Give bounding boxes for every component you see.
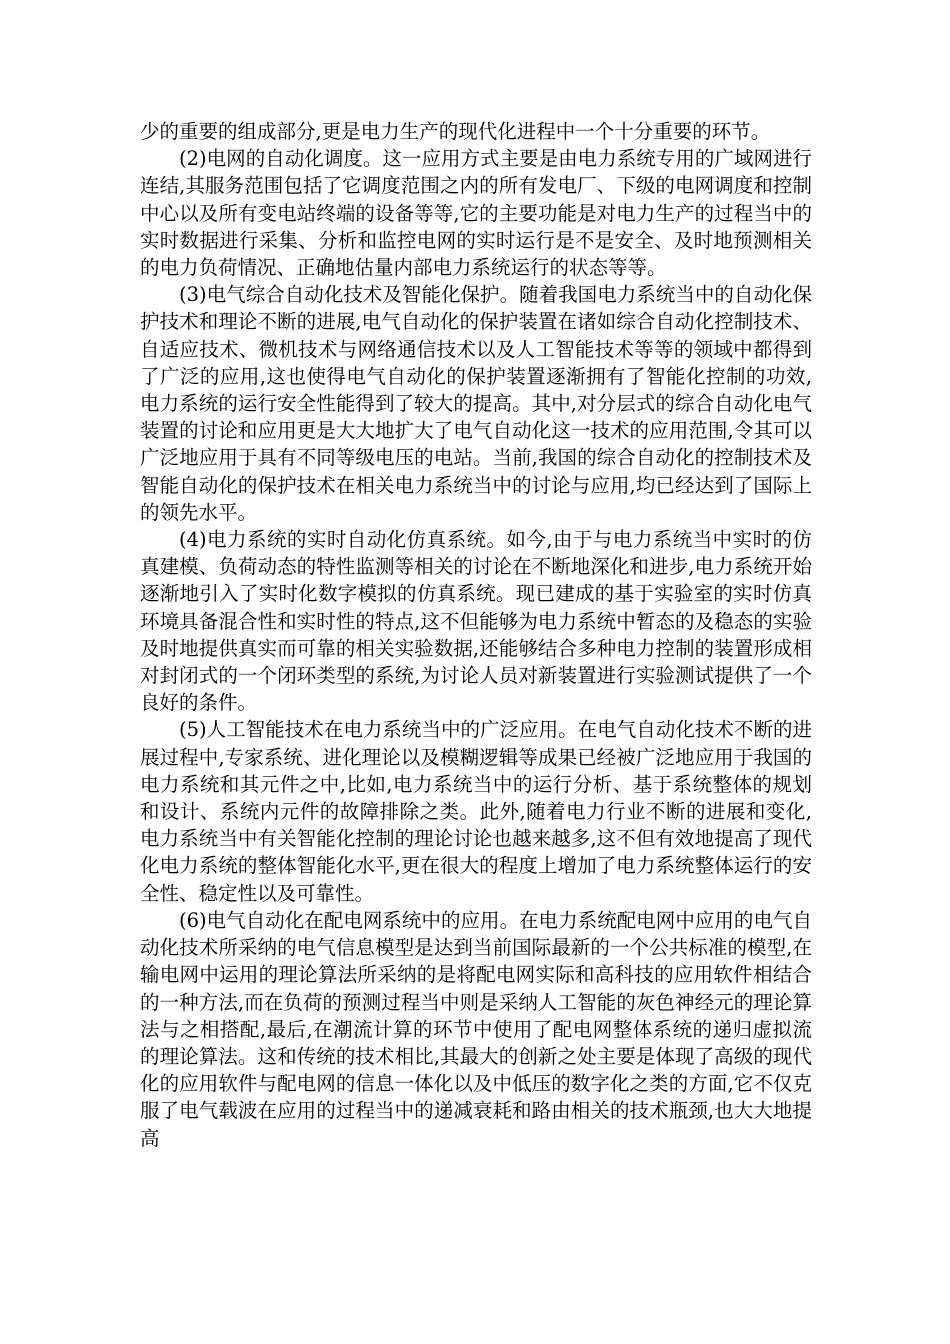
paragraph-integrated-protection: (3)电气综合自动化技术及智能化保护。随着我国电力系统当中的自动化保护技术和理论不断的进展,电气自动化的保护装置在诸如综合自动化控制技术、自适应技术、微机技术与网络通信技术以及人工智能技术等等的领域中都得到了广泛的应用,这也使得电气自动化的保护装置逐渐拥有了智能化控制的功效,电力系统的运行安全性能得到了较大的提高。其中,对分层式的综合自动化电气装置的讨论和应用更是大大地扩大了电气自动化这一技术的应用范围,令其可以广泛地应用于具有不同等级电压的电站。当前,我国的综合自动化的控制技术及智能自动化的保护技术在相关电力系统当中的讨论与应用,均已经达到了国际上的领先水平。 [140,283,812,524]
paragraph-grid-dispatch: (2)电网的自动化调度。这一应用方式主要是由电力系统专用的广域网进行连结,其服务范围包括了它调度范围之内的所有发电厂、下级的电网调度和控制中心以及所有变电站终端的设备等等,它的主要功能是对电力生产的过程当中的实时数据进行采集、分析和监控电网的实时运行是不是安全、及时地预测相关的电力负荷情况、正确地估量内部电力系统运行的状态等等。 [140,147,812,280]
paragraph-realtime-simulation: (4)电力系统的实时自动化仿真系统。如今,由于与电力系统当中实时的仿真建模、负荷动态的特性监测等相关的讨论在不断地深化和进步,电力系统开始逐渐地引入了实时化数字模拟的仿真系统。现已建成的基于实验室的实时仿真环境具备混合性和实时性的特点,这不但能够为电力系统中暂态的及稳态的实验及时地提供真实而可靠的相关实验数据,还能够结合多种电力控制的装置形成相对封闭式的一个闭环类型的系统,为讨论人员对新装置进行实验测试提供了一个良好的条件。 [140,528,812,715]
paragraph-distribution-network: (6)电气自动化在配电网系统中的应用。在电力系统配电网中应用的电气自动化技术所采纳的电气信息模型是达到当前国际最新的一个公共标准的模型,在输电网中运用的理论算法所采纳的是将配电网实际和高科技的应用软件相结合的一种方法,而在负荷的预测过程当中则是采纳人工智能的灰色神经元的理论算法与之相搭配,最后,在潮流计算的环节中使用了配电网整体系统的递归虚拟流的理论算法。这和传统的技术相比,其最大的创新之处主要是体现了高级的现代化的应用软件与配电网的信息一体化以及中低压的数字化之类的方面,它不仅克服了电气载波在应用的过程当中的递减衰耗和路由相关的技术瓶颈,也大大地提高 [140,908,812,1150]
paragraph-artificial-intelligence: (5)人工智能技术在电力系统当中的广泛应用。在电气自动化技术不断的进展过程中,专家系统、进化理论以及模糊逻辑等成果已经被广泛地应用于我国的电力系统和其元件之中,比如,电力系统当中的运行分析、基于系统整体的规划和设计、系统内元件的故障排除之类。此外,随着电力行业不断的进展和变化,电力系统当中有关智能化控制的理论讨论也越来越多,这不但有效地提高了现代化电力系统的整体智能化水平,更在很大的程度上增加了电力系统整体运行的安全性、稳定性以及可靠性。 [140,718,812,905]
paragraph-continuation: 少的重要的组成部分,更是电力生产的现代化进程中一个十分重要的环节。 [140,120,771,143]
document-body [140,118,812,1152]
